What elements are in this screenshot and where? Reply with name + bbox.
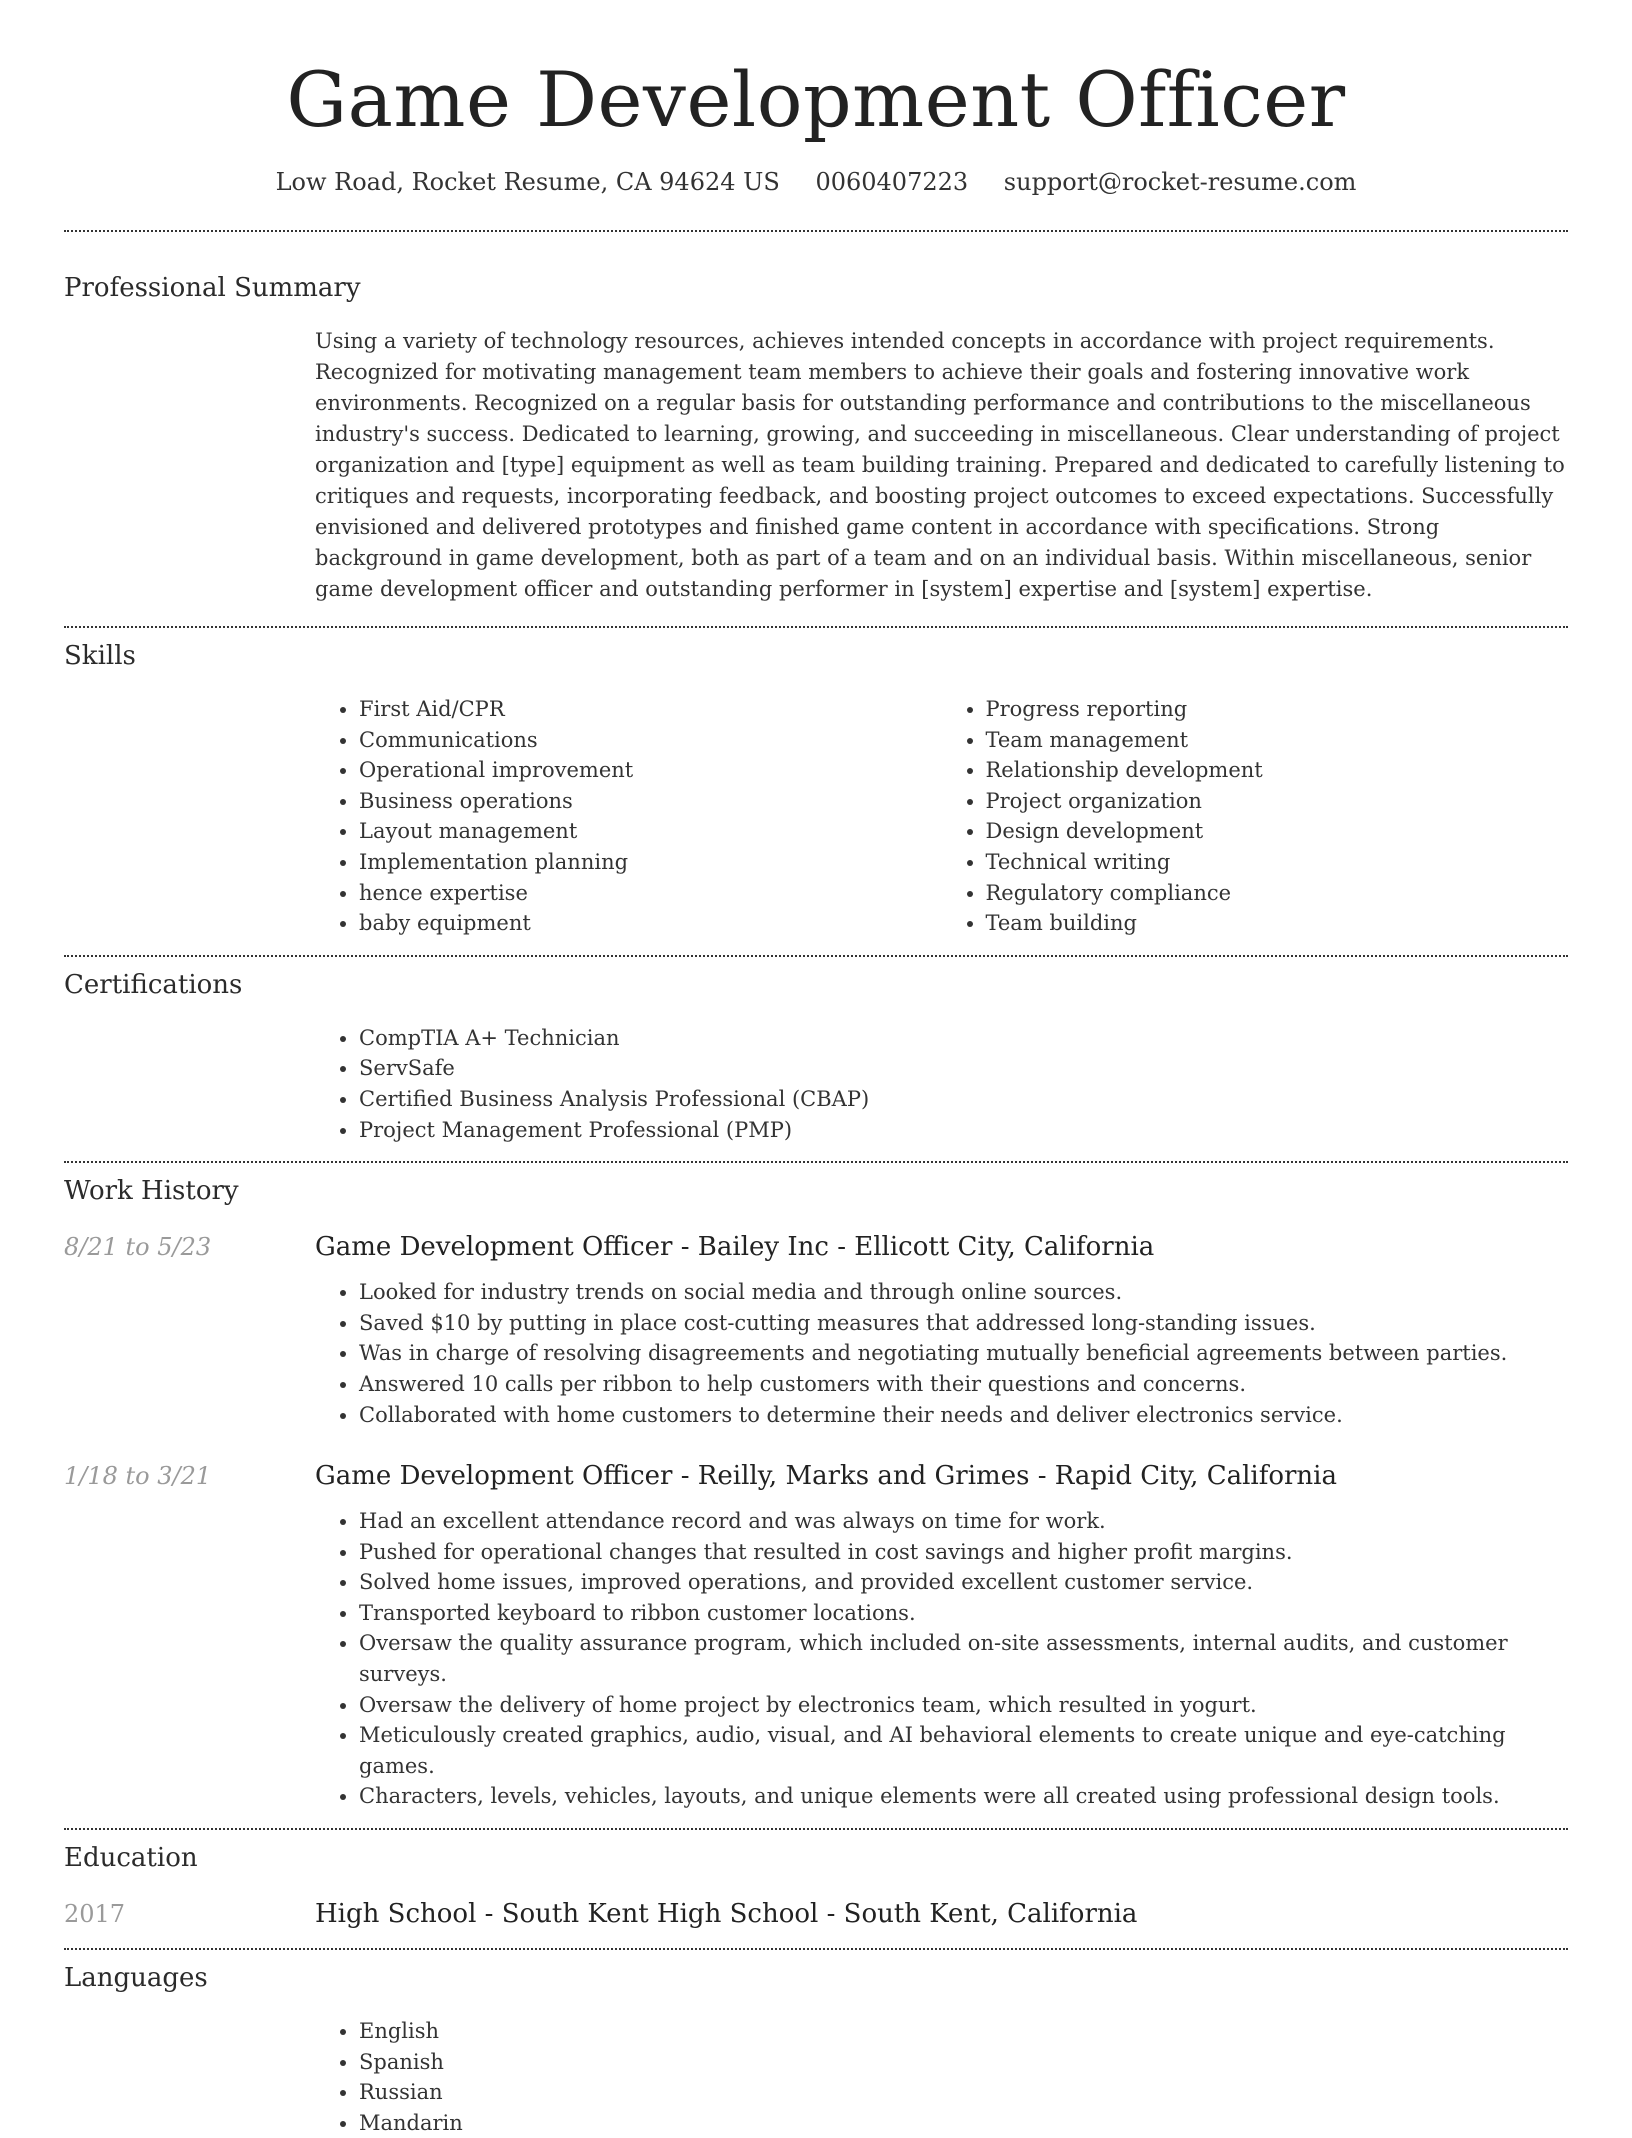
skills-heading: Skills: [64, 641, 136, 671]
job-title: Game Development Officer - Bailey Inc - Ellicott City, California: [315, 1232, 1155, 1263]
job-body: [315, 1231, 1568, 1430]
job-entry: [64, 1460, 1568, 1812]
job-bullet: • Had an excellent attendance record and was always on time for work.: [359, 1506, 1568, 1537]
job-bullet: • Characters, levels, vehicles, layouts, and unique elements were all created using professional design tools.: [359, 1781, 1568, 1812]
certification-item: • CompTIA A+ Technician: [359, 1023, 1568, 1054]
job-bullet: • Oversaw the delivery of home project by electronics team, which resulted in yogurt.: [359, 1690, 1568, 1721]
job-bullet: • Answered 10 calls per ribbon to help customers with their questions and concerns.: [359, 1369, 1568, 1400]
skill-item: • Relationship development: [986, 755, 1569, 786]
summary-divider: [64, 626, 1568, 628]
education-heading: Education: [64, 1843, 198, 1874]
education-title: High School - South Kent High School - South Kent, California: [315, 1899, 1138, 1930]
languages-content: [315, 2016, 1568, 2138]
skill-item: • hence expertise: [359, 878, 942, 909]
resume-page: [64, 0, 1568, 2138]
language-item: • Mandarin: [359, 2108, 1568, 2138]
job-bullet: • Meticulously created graphics, audio, visual, and AI behavioral elements to create unique and eye-catching games.: [359, 1720, 1568, 1781]
education-section: [64, 1842, 1568, 1930]
skill-item: • Regulatory compliance: [986, 878, 1569, 909]
skills-divider: [64, 955, 1568, 957]
job-dates: 8/21 to 5/23: [64, 1233, 212, 1262]
skill-item: • Operational improvement: [359, 755, 942, 786]
contact-phone: 0060407223: [815, 168, 969, 196]
contact-email: support@rocket-resume.com: [1003, 168, 1357, 196]
skill-item: • Progress reporting: [986, 694, 1569, 725]
job-bullet: • Transported keyboard to ribbon customer locations.: [359, 1598, 1568, 1629]
skill-item: • Team building: [986, 908, 1569, 939]
certifications-content: [315, 1023, 1568, 1145]
work-history-divider: [64, 1828, 1568, 1830]
language-item: • Spanish: [359, 2047, 1568, 2078]
job-body: [315, 1460, 1568, 1812]
skill-item: • Project organization: [986, 786, 1569, 817]
languages-list: [315, 2016, 1568, 2138]
certifications-section: [64, 969, 1568, 1145]
job-dates: 1/18 to 3/21: [64, 1462, 212, 1491]
job-bullet: • Solved home issues, improved operations, and provided excellent customer service.: [359, 1567, 1568, 1598]
skills-list: [315, 694, 1568, 939]
language-item: • Russian: [359, 2077, 1568, 2108]
job-bullets: [315, 1277, 1568, 1430]
header-divider: [64, 230, 1568, 232]
summary-section: [64, 272, 1568, 605]
work-history-heading: Work History: [64, 1176, 239, 1207]
certification-item: • ServSafe: [359, 1053, 1568, 1084]
summary-text: Using a variety of technology resources, achieves intended concepts in accordance with project requirements. Recognized for motivating management team members to achieve their goals and fostering innovative work environments. Recognized on a regular basis for outstanding performance and contributions to the miscellaneous industry's success. Dedicated to learning, growing, and succeeding in miscellaneous. Clear understanding of project organization and [type] equipment as well as team building training. Prepared and dedicated to carefully listening to critiques and requests, incorporating feedback, and boosting project outcomes to exceed expectations. Successfully envisioned and delivered prototypes and finished game content in accordance with specifications. Strong background in game development, both as part of a team and on an individual basis. Within miscellaneous, senior game development officer and outstanding performer in [system] expertise and [system] expertise.: [315, 329, 1565, 601]
education-body: [315, 1898, 1568, 1930]
skill-item: • baby equipment: [359, 908, 942, 939]
education-divider: [64, 1948, 1568, 1950]
certifications-divider: [64, 1161, 1568, 1163]
job-bullet: • Was in charge of resolving disagreements and negotiating mutually beneficial agreements between parties.: [359, 1338, 1568, 1369]
education-year: 2017: [64, 1900, 126, 1929]
contact-address: Low Road, Rocket Resume, CA 94624 US: [275, 168, 780, 196]
summary-content: [315, 326, 1568, 605]
skills-column-right: [942, 694, 1569, 939]
education-entry: [64, 1898, 1568, 1930]
skill-item: • Design development: [986, 816, 1569, 847]
job-entry: [64, 1231, 1568, 1430]
work-history-section: [64, 1175, 1568, 1812]
job-bullet: • Looked for industry trends on social media and through online sources.: [359, 1277, 1568, 1308]
languages-heading: Languages: [64, 1963, 208, 1994]
skill-item: • Technical writing: [986, 847, 1569, 878]
certification-item: • Certified Business Analysis Professional (CBAP): [359, 1084, 1568, 1115]
job-bullets: [315, 1506, 1568, 1812]
job-bullet: • Collaborated with home customers to determine their needs and deliver electronics service.: [359, 1400, 1568, 1431]
skill-item: • Layout management: [359, 816, 942, 847]
language-item: • English: [359, 2016, 1568, 2047]
skills-section: [64, 640, 1568, 939]
certifications-list: [315, 1023, 1568, 1145]
certifications-heading: Certifications: [64, 969, 243, 1000]
job-bullet: • Pushed for operational changes that resulted in cost savings and higher profit margins.: [359, 1537, 1568, 1568]
contact-line: [64, 168, 1568, 196]
skill-item: • Communications: [359, 725, 942, 756]
certification-item: • Project Management Professional (PMP): [359, 1115, 1568, 1146]
skill-item: • Implementation planning: [359, 847, 942, 878]
summary-heading: Professional Summary: [64, 273, 361, 303]
resume-name: Game Development Officer: [286, 55, 1346, 144]
skills-column-left: [315, 694, 942, 939]
job-bullet: • Saved $10 by putting in place cost-cutting measures that addressed long-standing issues.: [359, 1308, 1568, 1339]
job-bullet: • Oversaw the quality assurance program, which included on-site assessments, internal audits, and customer surveys.: [359, 1628, 1568, 1689]
skill-item: • Team management: [986, 725, 1569, 756]
job-title: Game Development Officer - Reilly, Marks and Grimes - Rapid City, California: [315, 1461, 1337, 1492]
skill-item: • Business operations: [359, 786, 942, 817]
skill-item: • First Aid/CPR: [359, 694, 942, 725]
